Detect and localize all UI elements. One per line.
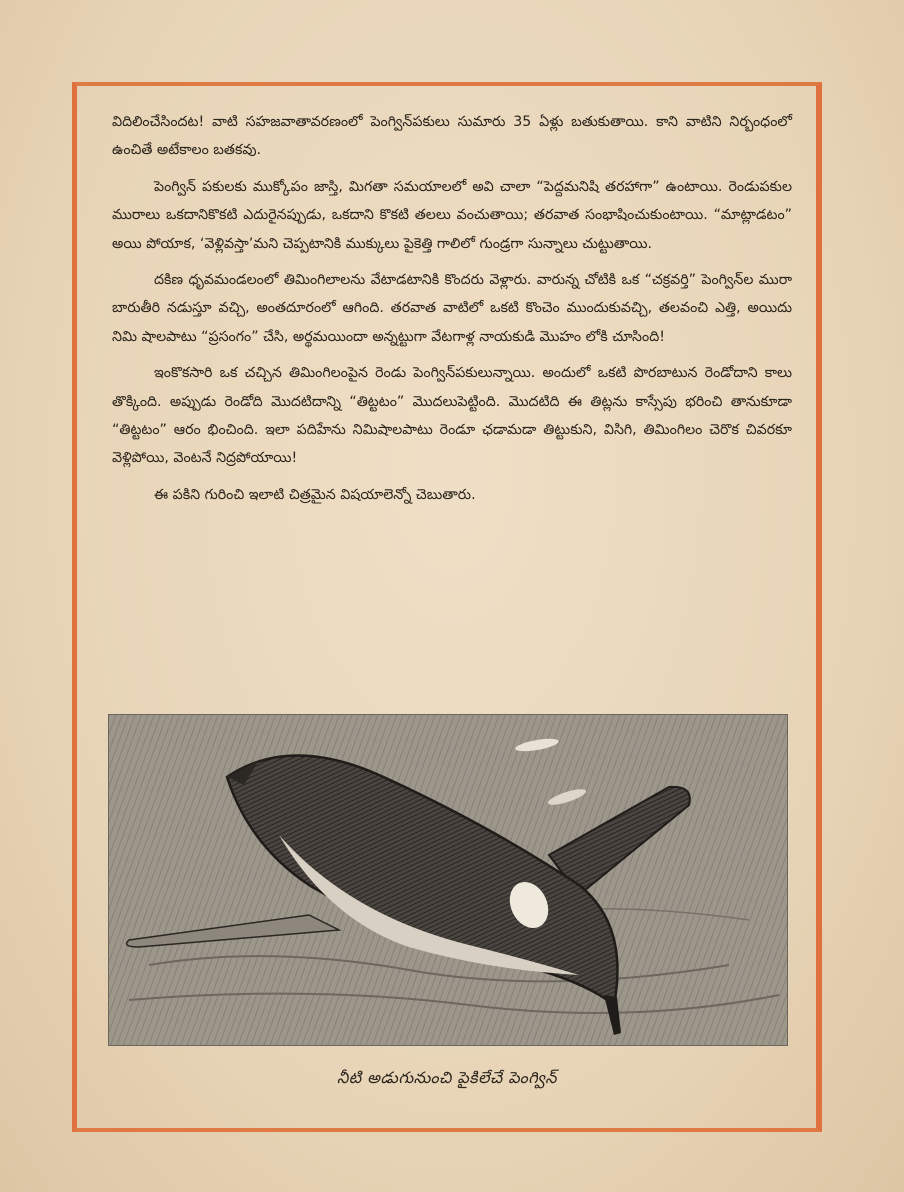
article-text: [112, 108, 792, 517]
figure-caption: నీటి అడుగునుంచి పైకిలేచే పెంగ్విన్: [336, 1068, 558, 1087]
paragraph-temperament: పెంగ్విన్ పకులకు ముక్కోపం జాస్తి, మిగతా సమయాలలో అవి చాలా “పెద్దమనిషి తరహాగా” ఉంటాయి. రెండుపకుల మురాలు ఒకదానికొకటి ఎదురైనప్పుడు, ఒకదాని కొకటి తలలు వంచుతాయి; తరవాత సంభాషించుకుంటాయి. “మాట్లాడటం” అయి పోయాక, ‘వెళ్లివస్తా’మని చెప్పటానికి ముక్కులు పైకెత్తి గాలిలో గుండ్రగా సున్నాలు చుట్టుతాయి.: [112, 178, 792, 252]
paragraph-quarrel: ఇంకొకసారి ఒక చచ్చిన తిమింగిలంపైన రెండు పెంగ్విన్‌పకులున్నాయి. అందులో ఒకటి పొరబాటున రెండోదాని కాలు తొక్కింది. అప్పుడు రెండోది మొదటిదాన్ని “తిట్టటం” మొదలుపెట్టింది. మొదటిది ఈ తిట్లను కాస్సేపు భరించి తానుకూడా “తిట్టటం” ఆరం భించింది. ఇలా పదిహేను నిమిషాలపాటు రెండూ ఛడామడా తిట్టుకుని, విసిగి, తిమింగిలం చెరొక చివరకూ వెళ్లిపోయి, వెంటనే నిద్రపోయాయి!: [112, 365, 792, 467]
penguin-illustration: [108, 714, 788, 1046]
paragraph-emperor-penguins: దకిణ ధృవమండలంలో తిమింగిలాలను వేటాడటానికి కొందరు వెళ్లారు. వారున్న చోటికి ఒక “చక్రవర్తి” పెంగ్విన్‌ల మురా బారుతీరి నడుస్తూ వచ్చి, అంతదూరంలో ఆగింది. తరవాత వాటిలో ఒకటి కొంచెం ముందుకువచ్చి, తలవంచి ఎత్తి, అయిదు నిమి షాలపాటు “ప్రసంగం” చేసి, అర్థమయిందా అన్నట్టుగా వేటగాళ్ల నాయకుడి మొహం లోకి చూసింది!: [112, 272, 792, 345]
paragraph-closing: ఈ పకిని గురించి ఇలాటి చిత్రమైన విషయాలెన్నో చెబుతారు.: [154, 486, 476, 503]
paragraph-continuation: విదిలించేసిందట! వాటి సహజవాతావరణంలో పెంగ్విన్‌పకులు సుమారు 35 ఏళ్లు బతుకుతాయి. కాని వాటిని నిర్బంధంలో ఉంచితే అటేకాలం బతకవు.: [112, 114, 792, 159]
